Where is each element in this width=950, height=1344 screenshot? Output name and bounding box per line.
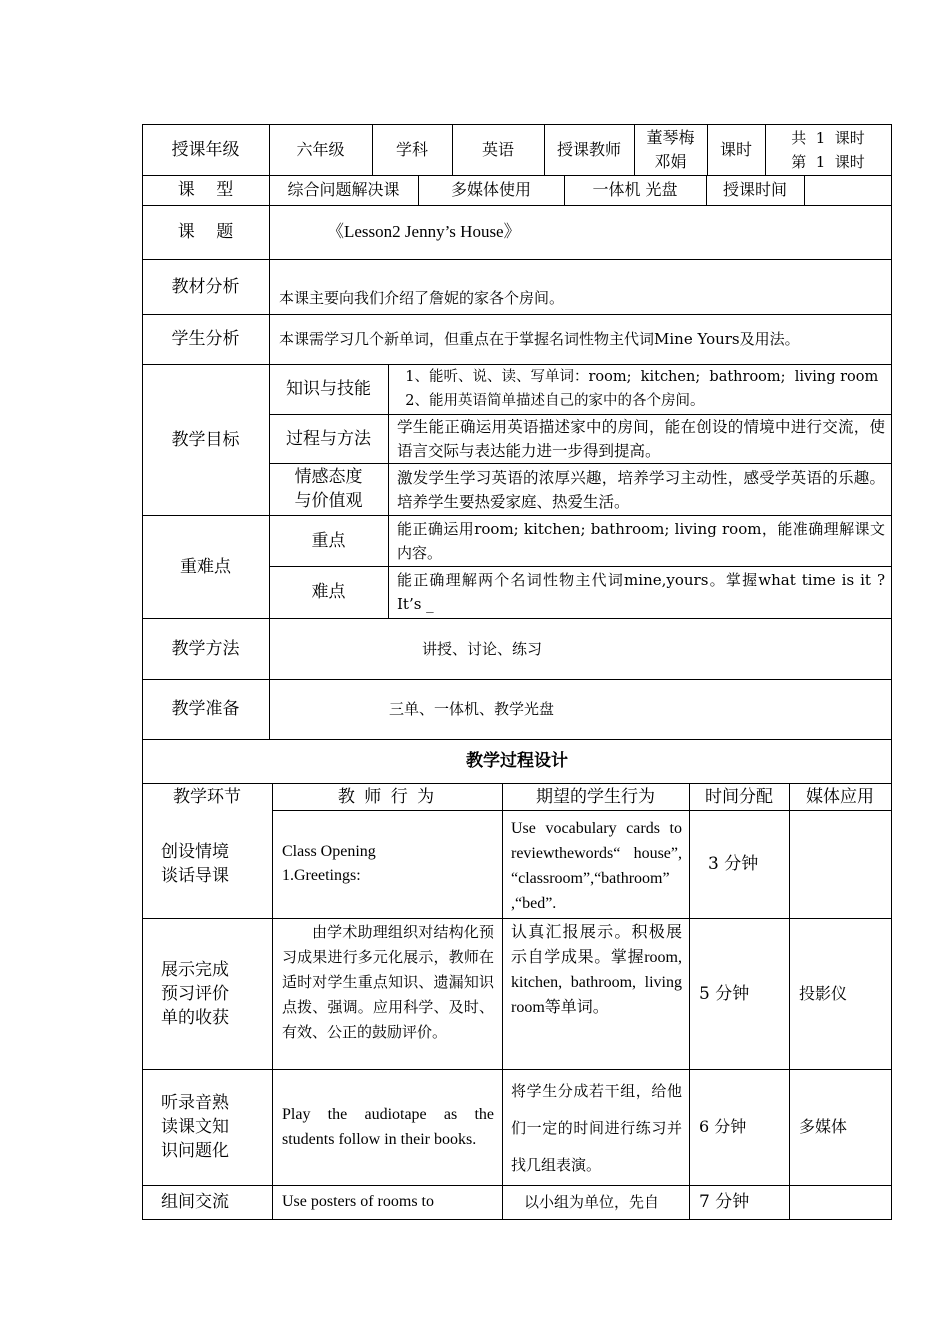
method-value: 讲授、讨论、练习: [422, 639, 543, 658]
process-title: 教学过程设计: [466, 751, 568, 771]
table-row-student: 将学生分成若干组，给他们一定的时间进行练习并找几组表演。: [511, 1082, 682, 1174]
col-teacher-header: 教 师 行 为: [337, 786, 437, 807]
subject-label: 学科: [395, 139, 428, 159]
material-value: 本课主要向我们介绍了詹妮的家各个房间。: [279, 289, 565, 307]
table-row-time: 6 分钟: [699, 1117, 747, 1136]
grade-label: 授课年级: [171, 139, 240, 160]
table-row-time: 3 分钟: [708, 854, 759, 874]
difficult-point-text: 能正确理解两个名词性物主代词mine,yours。掌握what time is it ? It’s _: [397, 571, 885, 613]
table-row-stage: 创设情境 谈话导课: [161, 842, 229, 886]
subject-value: 英语: [481, 139, 514, 159]
table-row-time: 7 分钟: [699, 1192, 750, 1212]
table-row-media: [799, 810, 889, 918]
table-row-teacher: 由学术助理组织对结构化预习成果进行多元化展示，教师在适时对学生重点知识、遗漏知识点拨、强调。应用科学、及时、有效、公正的鼓励评价。: [282, 923, 494, 1041]
type-label: 课 型: [177, 180, 234, 200]
method-label: 教学方法: [171, 638, 240, 659]
table-row-stage: 听录音熟 读课文知 识问题化: [161, 1093, 229, 1161]
hours-value: 共 1 课时 第 1 课时: [791, 128, 865, 171]
table-row-student: 以小组为单位，先自: [524, 1193, 660, 1211]
keypoints-label: 重难点: [180, 556, 231, 577]
preparation-label: 教学准备: [171, 699, 240, 719]
hours-label: 课时: [719, 139, 752, 159]
media-label: 多媒体使用: [450, 180, 531, 199]
goal-emotion-text: 激发学生学习英语的浓厚兴趣，培养学习主动性，感受学英语的乐趣。培养学生要热爱家庭、热爱生活。: [397, 469, 885, 511]
table-row-student: 认真汇报展示。积极展示自学成果。掌握room, kitchen, bathroom, living room等单词。: [511, 924, 682, 1016]
table-row-time: 5 分钟: [699, 983, 750, 1004]
teacher-label: 授课教师: [556, 139, 621, 159]
teacher-value: 董琴梅 邓娟: [646, 127, 695, 171]
table-row-teacher: Play the audiotape as the students follow in their books.: [282, 1106, 494, 1148]
key-point-text: 能正确运用room; kitchen; bathroom; living room，能准确理解课文内容。: [397, 520, 885, 562]
student-label: 学生分析: [171, 329, 240, 349]
key-point-label: 重点: [311, 530, 346, 551]
col-time-header: 时间分配: [705, 786, 773, 807]
goals-label: 教学目标: [171, 429, 240, 450]
col-student-header: 期望的学生行为: [536, 786, 655, 807]
table-row-teacher: Class Opening 1.Greetings:: [282, 843, 376, 884]
type-value: 综合问题解决课: [287, 180, 400, 199]
material-label: 教材分析: [171, 276, 240, 297]
student-value: 本课需学习几个新单词，但重点在于掌握名词性物主代词Mine Yours及用法。: [279, 330, 800, 348]
table-row-student: Use vocabulary cards to reviewthewords“ house”, “classroom”,“bathroom” ,“bed”.: [511, 820, 682, 912]
table-row-stage: 展示完成 预习评价 单的收获: [161, 959, 229, 1028]
table-row-media: 投影仪: [799, 983, 848, 1003]
goal-emotion-label: 情感态度 与价值观: [294, 467, 363, 511]
time-value: [804, 175, 891, 205]
goal-process-text: 学生能正确运用英语描述家中的房间，能在创设的情境中进行交流，使语言交际与表达能力进一步得到提高。: [397, 418, 885, 460]
col-media-header: 媒体应用: [806, 786, 874, 807]
topic-label: 课 题: [177, 222, 234, 242]
topic-value: 《Lesson2 Jenny’s House》: [327, 222, 521, 241]
table-row-media: [799, 1185, 889, 1219]
difficult-point-label: 难点: [311, 582, 346, 602]
goal-knowledge-label: 知识与技能: [286, 379, 371, 399]
time-label: 授课时间: [722, 180, 787, 199]
goal-process-label: 过程与方法: [286, 428, 371, 449]
table-row-media: 多媒体: [799, 1117, 848, 1136]
col-stage-header: 教学环节: [173, 786, 241, 807]
media-value: 一体机 光盘: [592, 180, 678, 199]
goal-knowledge-text: 1、能听、说、读、写单词：room; kitchen; bathroom; living room 2、能用英语简单描述自己的家中的各个房间。: [405, 369, 879, 409]
table-row-stage: 组间交流: [161, 1192, 229, 1212]
grade-value: 六年级: [296, 139, 345, 159]
preparation-value: 三单、一体机、教学光盘: [389, 700, 555, 718]
table-row-teacher: Use posters of rooms to: [282, 1193, 434, 1210]
